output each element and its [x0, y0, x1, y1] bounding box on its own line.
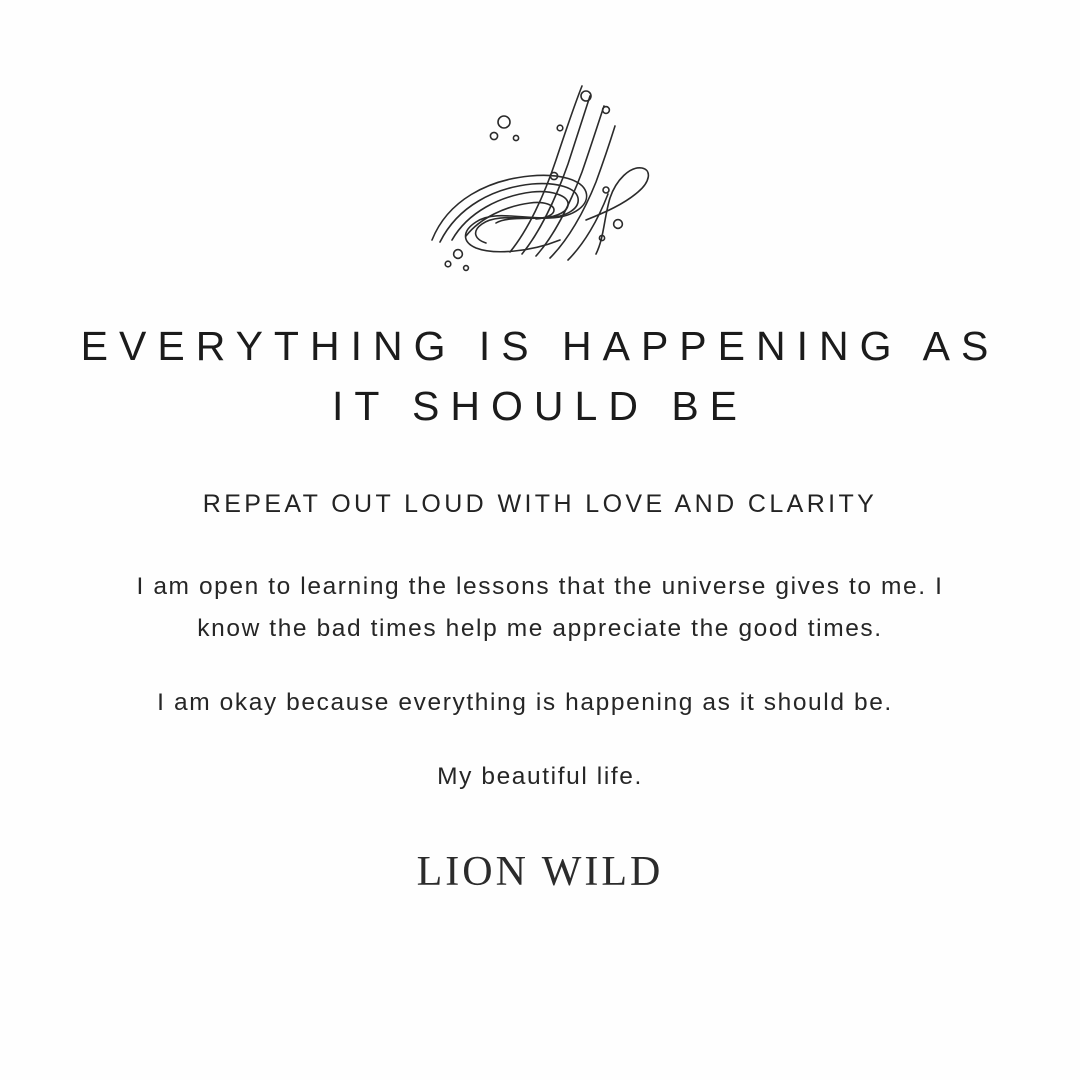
- subtitle: REPEAT OUT LOUD WITH LOVE AND CLARITY: [202, 490, 878, 518]
- affirmation-paragraph: My beautiful life.: [437, 763, 643, 790]
- affirmation-body: [130, 566, 950, 798]
- brand-wordmark: LION WILD: [416, 849, 664, 895]
- affirmation-paragraph: I am okay because everything is happening as it should be.: [157, 689, 893, 716]
- abstract-wave-line-art-icon: [410, 72, 670, 282]
- affirmation-paragraph: I am open to learning the lessons that the universe gives to me. I know the bad times help me appreciate the good times.: [136, 573, 944, 642]
- page-title: EVERYTHING IS HAPPENING AS IT SHOULD BE: [80, 323, 1000, 429]
